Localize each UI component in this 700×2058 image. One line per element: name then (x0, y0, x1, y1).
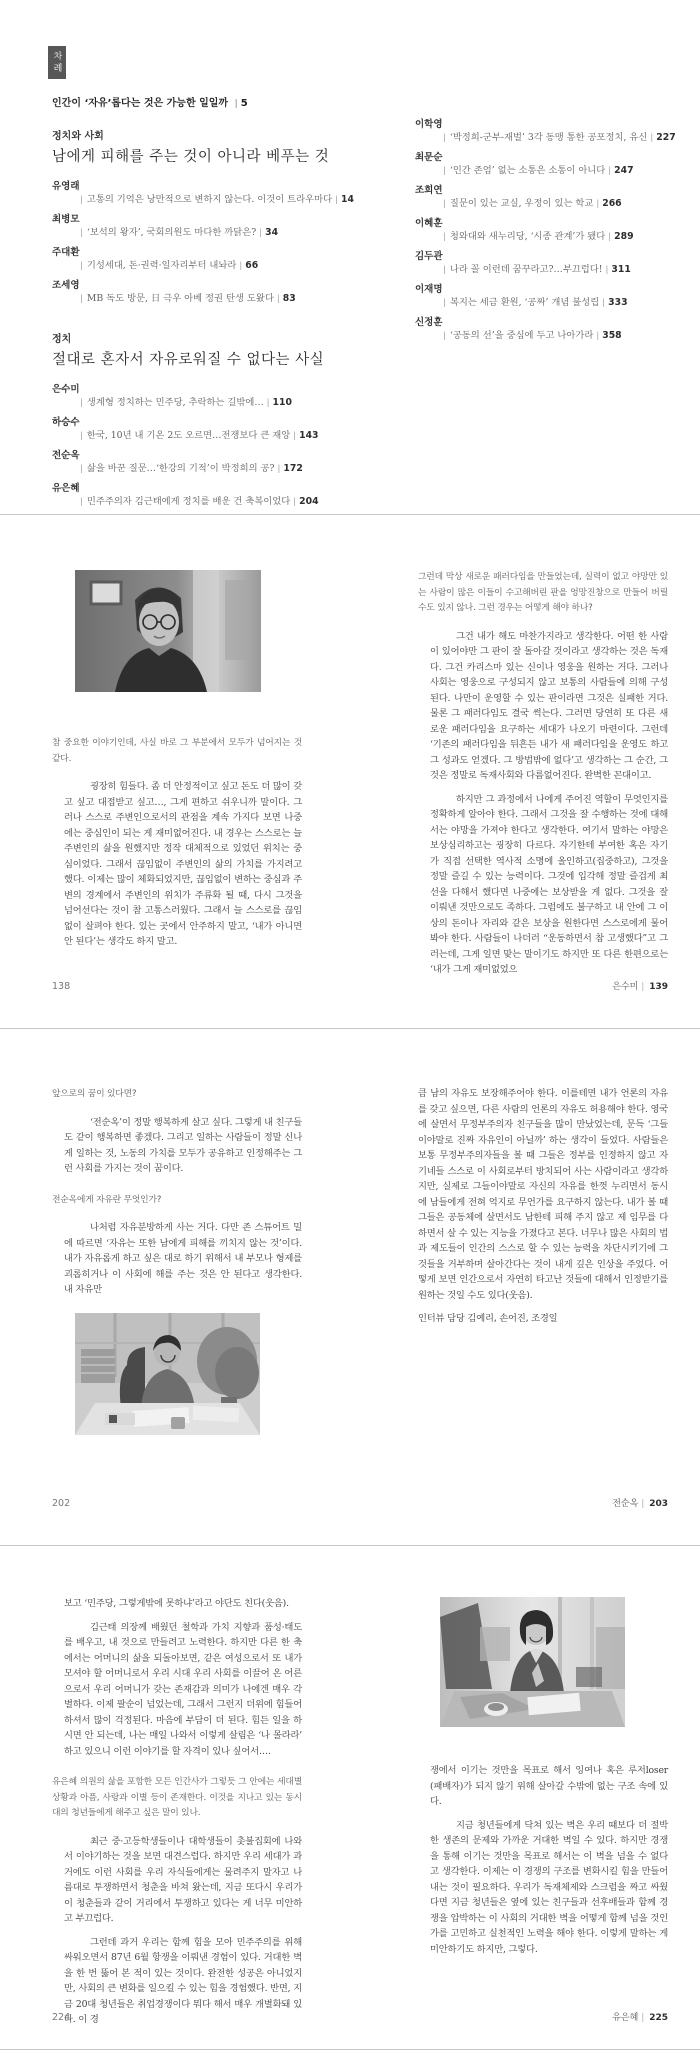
entry-line (443, 131, 690, 145)
page-footer (612, 979, 668, 992)
toc-entry (52, 213, 357, 240)
toc-entry (415, 316, 690, 343)
entry-page: 247 (614, 165, 634, 176)
entry-title: 청와대와 새누리당, ‘시종 관계’가 됐다 (449, 231, 606, 242)
page-text (418, 1086, 668, 1335)
interview-photo-portrait (75, 570, 261, 692)
entry-page: 14 (340, 194, 354, 205)
entry-line (80, 292, 357, 306)
toc-entry (52, 416, 357, 443)
separator: | (293, 497, 297, 507)
entry-name: 전순옥 (52, 450, 80, 461)
separator: | (80, 195, 83, 205)
answer-block (418, 1086, 668, 1303)
page-number: 138 (52, 981, 71, 992)
entry-title: 생계형 정치하는 민주당, 추락하는 길밖에… (86, 397, 264, 408)
separator: | (608, 232, 612, 242)
page-right (418, 1029, 668, 1545)
question-paragraph: 앞으로의 꿈이 있다면? (52, 1089, 137, 1099)
entry-page: 266 (602, 198, 622, 209)
entry-title: ‘공동의 선’을 중심에 두고 나아가라 (449, 330, 594, 341)
entry-title: 삶을 바꾼 질문…‘한강의 기적’이 박정희의 공? (86, 463, 275, 474)
footer-page: 139 (649, 982, 668, 992)
toc-entry (52, 180, 357, 207)
toc-intro-page: 5 (240, 98, 248, 109)
toc-left-column (52, 94, 357, 515)
entry-title: 민주주의자 김근태에게 정치를 배운 건 축복이었다 (86, 496, 291, 507)
spacer (52, 1185, 302, 1193)
entry-page: 289 (614, 231, 634, 242)
question-paragraph: 전순옥에게 자유란 무엇인가? (52, 1194, 162, 1205)
separator: | (443, 265, 446, 275)
entry-title: 고통의 기억은 낭만적으로 변하지 않는다. 이것이 트라우마다 (86, 194, 333, 205)
entry-line (80, 259, 357, 273)
entry-name: 김두관 (415, 251, 443, 262)
separator: | (443, 166, 446, 176)
separator: | (596, 331, 600, 341)
toc-section-title: 절대로 혼자서 자유로워질 수 없다는 사실 (52, 352, 325, 368)
entry-page: 358 (602, 330, 622, 341)
separator: | (650, 133, 654, 143)
spread-138-139 (0, 515, 700, 1029)
entry-line (80, 429, 357, 443)
separator: | (605, 265, 609, 275)
page-right (418, 1546, 668, 2049)
answer-paragraph: 김근태 의장께 배웠던 철학과 가치 지향과 품성·태도를 배우고, 내 것으로 만들려고 노력한다. 하지만 다른 한 축에서는 어머니의 삶을 되돌아보면, 같은 여성으로서 또 내가 모셔야 할 어머니로서 우리 시대 우리 사회를 이끌어 온 어른으로서 우리 어머니가 갖는 존재감과 의미가 나에겐 매우 각별하다. 이제 팔순이 넘었는데, 그래서 그런지 더위에 힘들어하셔서 많이 걱정된다. 마음에 부담이 더 된다. 힘든 일을 하시면 안 되는데, 나는 매일 나와서 이렇게 살림은 ‘나 몰라라’ 하고 있으니 이런 이야기를 할 자격이 있나 싶어서…. (64, 1621, 302, 1757)
separator: | (80, 261, 83, 271)
toc-entry (52, 279, 357, 306)
toc-page (0, 0, 700, 515)
answer-block (64, 1220, 302, 1298)
toc-entry (52, 383, 357, 410)
answer-block (64, 1115, 302, 1177)
answer-block (64, 1834, 302, 2028)
toc-entry (52, 449, 357, 476)
entry-line (80, 396, 357, 410)
separator: | (234, 99, 238, 109)
entry-name: 하승수 (52, 417, 80, 428)
interview-photo-desk (75, 1313, 260, 1435)
separator: | (80, 228, 83, 238)
entry-title: ‘보석의 왕자’, 국회의원도 마다한 까닭은? (86, 227, 257, 238)
entry-title: ‘인간 존엄’ 없는 소통은 소통이 아니다 (449, 165, 606, 176)
answer-paragraph: ‘전순옥’이 정말 행복하게 살고 싶다. 그렇게 내 친구들도 같이 행복하면 좋겠다. 그리고 일하는 사람들이 정말 신나게 일하는 것, 노동의 가치를 모두가 공유하고 인정해주는 그런 사회를 가지는 것이 꿈이다. (64, 1116, 302, 1174)
entry-line (443, 329, 690, 343)
separator: | (276, 294, 280, 304)
entry-name: 최문순 (415, 152, 443, 163)
entry-line (80, 226, 357, 240)
entry-page: 143 (299, 430, 319, 441)
answer-paragraph: 보고 ‘민주당, 그렇게밖에 못하냐’라고 야단도 친다(웃음). (64, 1598, 289, 1609)
entry-page: 83 (282, 293, 296, 304)
answer-block (64, 1596, 302, 1759)
spacer (52, 1767, 302, 1775)
page-number: 202 (52, 1498, 71, 1509)
entry-page: 34 (265, 227, 279, 238)
toc-intro (52, 94, 357, 109)
toc-section-label: 정치와 사회 (52, 131, 104, 142)
page-right (418, 515, 668, 1028)
answer-paragraph: 굉장히 힘들다. 좀 더 안정적이고 싶고 돈도 더 많이 갖고 싶고 대접받고 싶고…, 그게 편하고 쉬우니까 말이다. 그러나 스스로 주변인으로서의 관점을 계속 가지다 보면 나중에는 중심인이 되는 게 재미없어진다. 내 경우는 스스로는 늘 주변인의 삶을 원했지만 정작 대체적으로 있었던 위치는 중심이었다. 그래서 끊임없이 주변인의 삶의 가치를 가지려고 했다. 이제는 많이 체화되었지만, 끊임없이 변하는 중심과 주변의 경계에서 주변인의 위치가 주류화 될 때, 다시 그것을 넘어선다는 것이 참 고통스러웠다. 그래서 늘 스스로를 끊임없이 살펴야 한다. 있는 곳에서 안주하지 말고, ‘내가 아니면 안 된다’는 생각도 하지 말고. (64, 781, 302, 947)
entry-page: 227 (656, 132, 676, 143)
separator: | (641, 1499, 645, 1509)
answer-paragraph: 하지만 그 과정에서 나에게 주어진 역할이 무엇인지를 정확하게 알아야 한다. 그래서 그것을 잘 수행하는 것에 대해서는 야망을 가져야 한다고 생각한다. 여기서 말하는 야망은 보상심리하고는 굉장히 다르다. 자기한테 부여한 혹은 자기가 직접 선택한 역사적 소명에 올인하고(집중하고), 그것을 정말 즐길 수 있는 능력이다. 그것에 입각해 정말 즐겁게 최선을 다해서 했다면 나중에는 보상받을 게 없다. 그것을 잘 이뤄낸 것만으로도 족하다. 그럼에도 불구하고 내 안에 그 이상의 돈이나 자리와 같은 보상을 원한다면 스스로에게 물어봐야 한다. 사람들이 나더러 “운동하면서 참 고생했다”고 그러는데, 그게 일면 맞는 말이기도 하지만 또 다른 한편으로는 ‘내가 그게 재미없었으 (430, 793, 668, 975)
entry-title: MB 독도 방문, 日 극우 아베 정권 탄생 도왔다 (86, 293, 274, 304)
answer-paragraph: 큼 남의 자유도 보장해주어야 한다. 이를테면 내가 언론의 자유를 갖고 싶으면, 다른 사람의 언론의 자유도 허용해야 한다. 영국에 살면서 무정부주의자 친구들을 많이 만났었는데, 문득 ‘그들이야말로 진짜 자유인이 아닐까’ 하는 생각이 들었다. 사람들은 보통 무정부주의자들을 볼 때 그들은 정부를 인정하지 않고 자기네들 스스로 이 사회로부터 방치되어 사는 사람이라고 생각하지만, 실제로 그들이야말로 자신의 자유를 한껏 누리면서 동시에 남들에게 전혀 억지로 무언가를 요구하지 않는다. 내가 볼 때 그들은 공동체에 살면서도 남한테 피해 주지 않고 제 임무를 다 하면서 살 수 있는 지능을 가졌다고 본다. 너무나 많은 사회의 법과 제도들이 인간의 스스로 할 수 있는 능력을 차단시키기에 그것들을 거부하며 살아간다는 것이 내게 깊은 인상을 주었다. 어떻게 보면 인간으로서 자연히 타고난 것들에 대해서 인정받기를 원하는 것일 수도 있다(웃음). (418, 1088, 668, 1301)
separator: | (443, 298, 446, 308)
answer-block (64, 779, 302, 950)
entry-line (443, 296, 690, 310)
entry-name: 조희연 (415, 185, 443, 196)
separator: | (443, 133, 446, 143)
toc-entry (52, 482, 357, 509)
separator: | (80, 431, 83, 441)
toc-entry (415, 118, 690, 145)
entry-line (80, 462, 357, 476)
separator: | (80, 294, 83, 304)
toc-right-column (415, 118, 690, 349)
entry-line (443, 263, 690, 277)
question-paragraph: 유은혜 의원의 삶을 포함한 모든 인간사가 그렇듯 그 안에는 세대별 상황과 아픔, 사랑과 이별 등이 존재한다. 이것을 지나고 있는 동시대의 청년들에게 해주고 싶은 말이 있나. (52, 1777, 302, 1818)
toc-intro-text: 인간이 ‘자유’롭다는 것은 가능한 일일까 (52, 98, 229, 109)
answer-paragraph: 그런데 과거 우리는 함께 힘을 모아 민주주의를 위해 싸워오면서 87년 6월 항쟁을 이뤄낸 경험이 있다. 거대한 벽을 한 번 뚫어 본 적이 있는 것이다. 완전한 성공은 아니었지만, 사회의 큰 변화를 일으킬 수 있는 힘을 경험했다. 반면, 지금 20대 청년들은 취업경쟁이다 뭐다 해서 매우 개별화돼 있다. 이 경 (64, 1936, 302, 2025)
entry-line (443, 164, 690, 178)
separator: | (641, 2013, 645, 2023)
toc-entry (52, 246, 357, 273)
separator: | (239, 261, 243, 271)
separator: | (443, 331, 446, 341)
entry-title: 한국, 10년 내 기온 2도 오르면…전쟁보다 큰 재앙 (86, 430, 291, 441)
entry-title: 질문이 있는 교실, 우정이 있는 학교 (449, 198, 594, 209)
entry-page: 333 (608, 297, 628, 308)
page-text (418, 1763, 668, 1965)
separator: | (641, 982, 645, 992)
entry-line (443, 197, 690, 211)
entry-name: 신정훈 (415, 317, 443, 328)
answer-paragraph: 나처럼 자유분방하게 사는 거다. 다만 존 스튜어트 밀에 따르면 ‘자유는 또한 남에게 피해를 끼치지 않는 것’이다. 내가 자유롭게 하고 싶은 대로 하기 위해서 내 부모나 형제를 괴롭히거나 이 사회에 해를 주는 것은 안 된다고 생각한다. 내 자유만 (64, 1222, 302, 1295)
entry-page: 311 (611, 264, 631, 275)
separator: | (259, 228, 263, 238)
entry-name: 최병모 (52, 214, 80, 225)
spread-224-225 (0, 1546, 700, 2050)
separator: | (608, 166, 612, 176)
entry-title: 기성세대, 돈·권력·일자리부터 내놔라 (86, 260, 237, 271)
page-left (52, 515, 302, 1028)
page-left (52, 1546, 302, 2049)
page-number: 224 (52, 2012, 71, 2023)
answer-paragraph: 그건 내가 해도 마찬가지라고 생각한다. 어떤 한 사람이 있어야만 그 판이 잘 돌아갈 것이라고 생각하는 것은 독재다. 그건 카리스마 있는 신이나 영웅을 원하는 거다. 그러나 사회는 영웅으로 구성되지 않고 보통의 사람들에 의해 구성된다. 나만이 운영할 수 있는 판이라면 그것은 실패한 거다. 물론 그 패러다임도 결국 썩는다. 그러면 당연히 또 다른 새로운 패러다임을 요구하는 세대가 나오기 마련이다. 그런데 ‘기존의 패러다임을 뒤흔든 내가 새 패러다임을 운영도 하고 그 성과도 얻겠다. 그 방법밖에 없다’고 생각하는 그 순간, 그것은 정말로 독재사회와 다름없어진다. 완벽한 꼰대이고. (430, 630, 668, 781)
entry-name: 이재명 (415, 284, 443, 295)
entry-name: 은수미 (52, 384, 80, 395)
entry-title: 복지는 세금 환원, ‘공짜’ 개념 불성립 (449, 297, 600, 308)
entry-name: 이혜훈 (415, 218, 443, 229)
footer-name: 전순옥 (612, 1499, 639, 1509)
entry-page: 110 (272, 397, 292, 408)
page-footer (612, 1496, 668, 1509)
separator: | (277, 464, 281, 474)
question-paragraph: 그런데 막상 새로운 패러다임을 만들었는데, 실력이 없고 야망만 있는 사람이 많은 이들이 수고해버린 판을 엉망진창으로 만들어 버릴 수도 있지 않나. 그런 경우는 어떻게 해야 하나? (418, 572, 668, 613)
entry-title: ‘박정희-군부-재벌’ 3각 동맹 통한 공포정치, 유신 (449, 132, 648, 143)
separator: | (602, 298, 606, 308)
footer-page: 225 (649, 2013, 668, 2023)
answer-block (430, 629, 668, 978)
answer-block (430, 1763, 668, 1957)
footer-name: 은수미 (612, 982, 639, 992)
page-text (52, 1087, 302, 1306)
page-footer (612, 2010, 668, 2023)
entry-name: 조세영 (52, 280, 80, 291)
page-text (52, 1596, 302, 2036)
entry-page: 66 (245, 260, 259, 271)
toc-entry (415, 283, 690, 310)
entry-line (80, 193, 357, 207)
toc-entry (415, 151, 690, 178)
separator: | (335, 195, 338, 205)
separator: | (443, 199, 446, 209)
toc-entry (415, 217, 690, 244)
entry-name: 유영래 (52, 181, 80, 192)
toc-entry (415, 184, 690, 211)
separator: | (80, 464, 83, 474)
entry-line (443, 230, 690, 244)
toc-section-label: 정치 (52, 334, 72, 345)
spread-202-203 (0, 1029, 700, 1546)
answer-paragraph: 최근 중·고등학생들이나 대학생들이 촛불집회에 나와서 이야기하는 것을 보면 대견스럽다. 하지만 우리 세대가 과거에도 이런 사회를 우리 자식들에게는 물려주지 말자고 나름대로 투쟁하면서 청춘을 바쳐 왔는데, 지금 또다시 우리가 이 청춘들과 같이 거리에서 투쟁하고 있다는 게 너무 미안하고 부끄럽다. (64, 1835, 302, 1924)
page-left (52, 1029, 302, 1545)
toc-badge: 차례 (48, 46, 66, 79)
entry-page: 172 (283, 463, 303, 474)
toc-entry (415, 250, 690, 277)
bottom-margin (0, 2050, 700, 2058)
separator: | (293, 431, 297, 441)
footer-name: 유은혜 (612, 2013, 639, 2023)
separator: | (443, 232, 446, 242)
toc-section-title: 남에게 피해를 주는 것이 아니라 베푸는 것 (52, 149, 330, 165)
separator: | (80, 497, 83, 507)
entry-line (80, 495, 357, 509)
page-text (418, 570, 668, 986)
entry-name: 이학영 (415, 119, 443, 130)
page-text (52, 736, 302, 958)
interview-photo-office (440, 1597, 625, 1727)
answer-paragraph: 지금 청년들에게 닥쳐 있는 벽은 우리 때보다 더 절박한 생존의 문제와 가까운 거대한 벽일 수 있다. 하지만 경쟁을 통해 이기는 것만을 목표로 해서는 이 벽을 넘을 수 없다고 생각한다. 이제는 이 경쟁의 구조를 변화시킬 힘을 만들어내는 것이 필요하다. 우리가 독재체제와 스크럼을 짜고 싸웠다면 지금 청년들은 옆에 있는 친구들과 선후배들과 함께 경쟁을 압박하는 이 사회의 거대한 벽을 어떻게 함께 넘을 것인가를 고민하고 실천적인 노력을 해야 한다. 이렇게 말하는 게 미안하기도 하지만, 그렇다. (430, 1819, 668, 1955)
spacer (52, 312, 357, 330)
entry-name: 주대환 (52, 247, 80, 258)
entry-title: 나라 꼴 이런데 꿈꾸라고?…부끄럽다! (449, 264, 603, 275)
separator: | (596, 199, 600, 209)
footer-page: 203 (649, 1499, 668, 1509)
interview-credit: 인터뷰 담당 김예리, 손어진, 조경일 (418, 1313, 558, 1324)
answer-paragraph: 쟁에서 이기는 것만을 목표로 해서 잉여나 혹은 루저loser(패배자)가 되지 않기 위해 살아갈 수밖에 없는 구조 속에 있다. (430, 1765, 668, 1807)
entry-name: 유은혜 (52, 483, 80, 494)
separator: | (80, 398, 83, 408)
question-paragraph: 참 중요한 이야기인데, 사실 바로 그 부분에서 모두가 넘어지는 것 같다. (52, 738, 302, 764)
separator: | (266, 398, 270, 408)
entry-page: 204 (299, 496, 319, 507)
